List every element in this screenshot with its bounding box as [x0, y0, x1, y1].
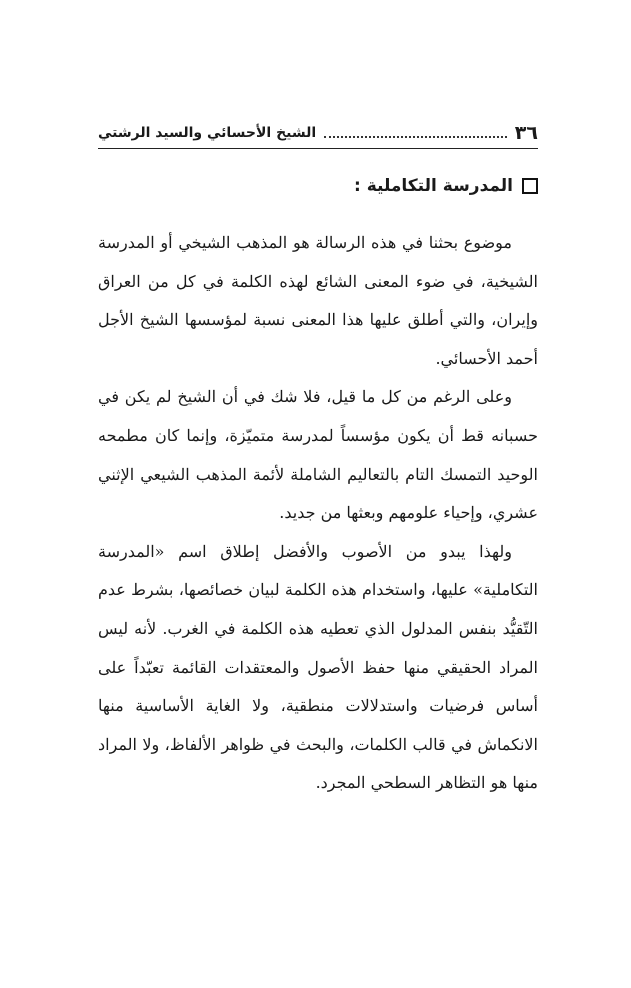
running-title: الشيخ الأحسائي والسيد الرشتي: [98, 125, 317, 141]
square-bullet-icon: [522, 178, 538, 194]
header-rule: [98, 148, 538, 149]
header-dot-leader: [324, 136, 507, 138]
body-text: [98, 224, 538, 803]
paragraph-1: موضوع بحثنا في هذه الرسالة هو المذهب الشيخي أو المدرسة الشيخية، في ضوء المعنى الشائع لهذه الكلمة في كل من العراق وإيران، والتي أطلق عليها هذا المعنى نسبة لمؤسسها الشيخ الأجل أحمد الأحسائي.: [98, 233, 538, 368]
section-heading-text: المدرسة التكاملية :: [353, 176, 513, 196]
paragraph-3: ولهذا يبدو من الأصوب والأفضل إطلاق اسم «المدرسة التكاملية» عليها، واستخدام هذه الكلمة لبيان خصائصها، بشرط عدم التّقيُّد بنفس المدلول الذي تعطيه هذه الكلمة في الغرب. لأنه ليس المراد الحقيقي منها حفظ الأصول والمعتقدات القائمة تعبّداً على أساس فرضيات واستدلالات منطقية، ولا الغاية الأساسية منها الانكماش في قالب الكلمات، والبحث في ظواهر الألفاظ، ولا المراد منها هو التظاهر السطحي المجرد.: [98, 541, 538, 793]
section-heading: [98, 172, 538, 200]
page-number: ٣٦: [514, 122, 538, 144]
paragraph-2: وعلى الرغم من كل ما قيل، فلا شك في أن الشيخ لم يكن في حسبانه قط أن يكون مؤسساً لمدرسة متميّزة، وإنما كان مطمحه الوحيد التمسك التام بالتعاليم الشاملة لأئمة المذهب الشيعي الإثني عشري، وإحياء علومهم وبعثها من جديد.: [98, 387, 538, 523]
page-header: [98, 118, 538, 144]
